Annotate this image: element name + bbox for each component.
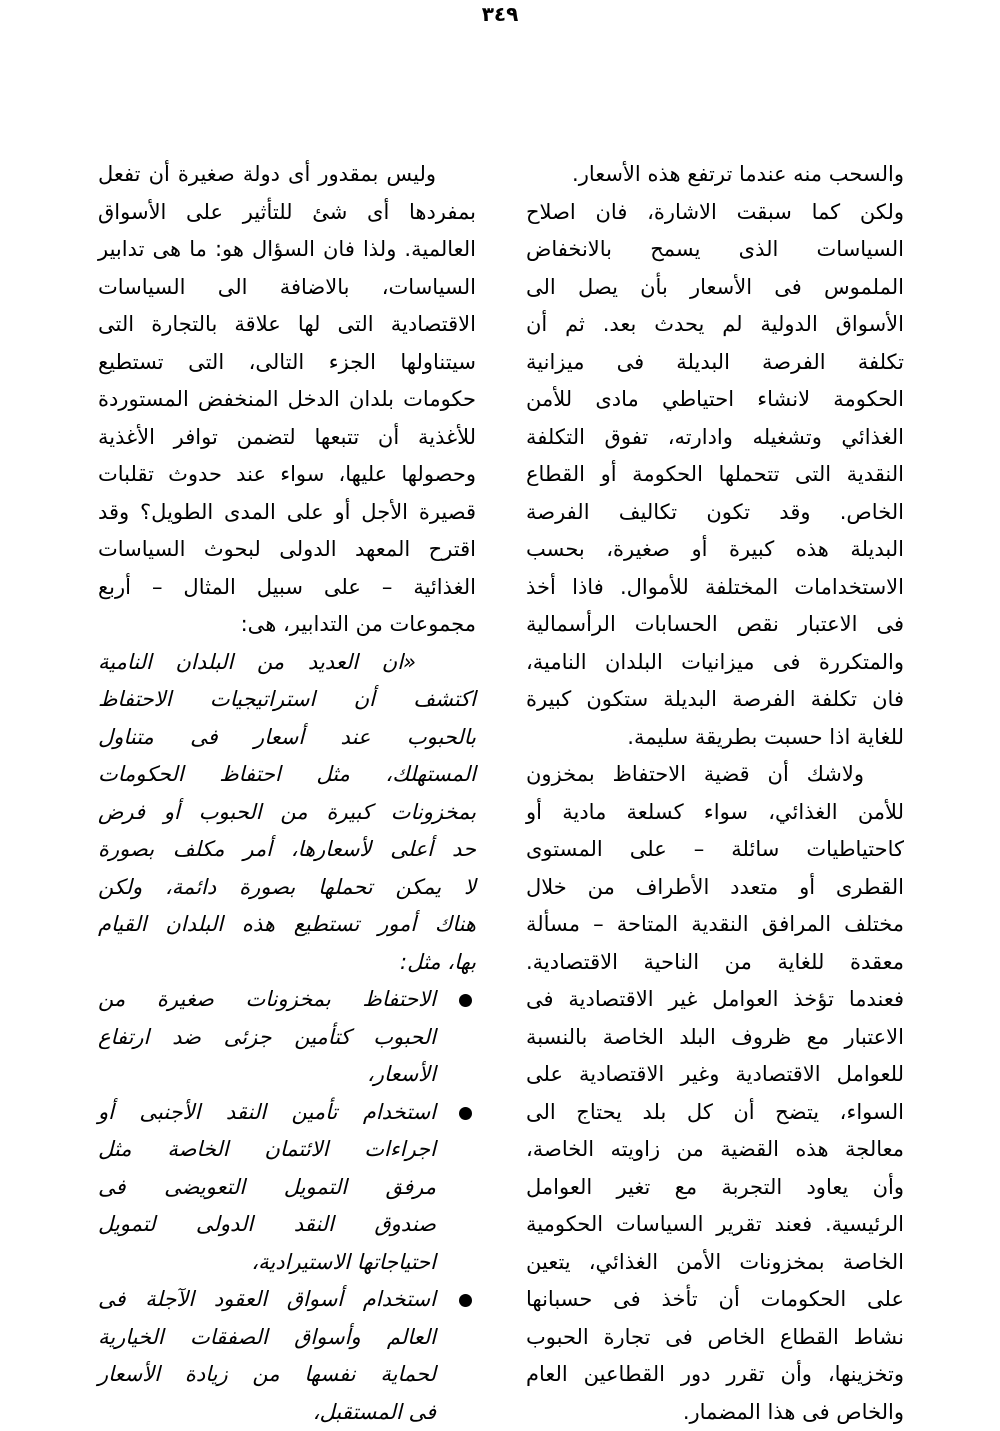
bullet-icon [459, 1294, 472, 1307]
paragraph-start-line: ولاشك أن قضية الاحتفاظ بمخزون [526, 756, 904, 794]
text-line: للغاية اذا حسبت بطريقة سليمة. [526, 719, 904, 757]
quote-line: لا يمكن تحملها بصورة دائمة، ولكن [98, 869, 476, 907]
bullet-line: استخدام أسواق العقود الآجلة فى [98, 1281, 436, 1319]
text-line: وتخزينها، وأن تقرر دور القطاعين العام [526, 1356, 904, 1394]
text-line: ولكن كما سبقت الاشارة، فان اصلاح [526, 194, 904, 232]
text-line: السياسات، بالاضافة الى السياسات [98, 269, 476, 307]
text-line: بمفردها أى شئ للتأثير على الأسواق [98, 194, 476, 232]
text-line: القطرى أو متعدد الأطراف من خلال [526, 869, 904, 907]
text-line: كاحتياطيات سائلة – على المستوى [526, 831, 904, 869]
text-line: قصيرة الأجل أو على المدى الطويل؟ وقد [98, 494, 476, 532]
bullet-line: مرفق التمويل التعويضى فى [98, 1169, 436, 1207]
text-line: للأمن الغذائي، سواء كسلعة مادية أو [526, 794, 904, 832]
text-line: فعندما تؤخذ العوامل غير الاقتصادية فى [526, 981, 904, 1019]
quote-line: «ان العديد من البلدان النامية [98, 644, 476, 682]
bullet-item [98, 981, 476, 1094]
text-line: السياسات الذى يسمح بالانخفاض [526, 231, 904, 269]
quote-line: بالحبوب عند أسعار فى متناول [98, 719, 476, 757]
bullet-line: الاحتفاظ بمخزونات صغيرة من [98, 981, 436, 1019]
bullet-line: الأسعار، [98, 1056, 436, 1094]
right-column [526, 156, 904, 1431]
bullet-icon [459, 994, 472, 1007]
text-line: الرئيسية. فعند تقرير السياسات الحكومية [526, 1206, 904, 1244]
text-line: للعوامل الاقتصادية وغير الاقتصادية على [526, 1056, 904, 1094]
text-line: حكومات بلدان الدخل المنخفض المستوردة [98, 381, 476, 419]
text-line: الخاص. وقد تكون تكاليف الفرصة [526, 494, 904, 532]
bullet-item [98, 1281, 476, 1431]
text-line: وأن يعاود التجربة مع تغير العوامل [526, 1169, 904, 1207]
text-line: الاقتصادية التى لها علاقة بالتجارة التى [98, 306, 476, 344]
quote-line: حد أعلى لأسعارها، أمر مكلف بصورة [98, 831, 476, 869]
text-line: الخاصة بمخزونات الأمن الغذائي، يتعين [526, 1244, 904, 1282]
text-line: والسحب منه عندما ترتفع هذه الأسعار. [526, 156, 904, 194]
quote-line: بها، مثل: [98, 944, 476, 982]
text-line: الاستخدامات المختلفة للأموال. فاذا أخذ [526, 569, 904, 607]
text-line: فان تكلفة الفرصة البديلة ستكون كبيرة [526, 681, 904, 719]
bullet-line: لحماية نفسها من زيادة الأسعار [98, 1356, 436, 1394]
quote-line: بمخزونات كبيرة من الحبوب أو فرض [98, 794, 476, 832]
bullet-line: استخدام تأمين النقد الأجنبى أو [98, 1094, 436, 1132]
bullet-line: صندوق النقد الدولى لتمويل [98, 1206, 436, 1244]
text-line: العالمية. ولذا فان السؤال هو: ما هى تدابير [98, 231, 476, 269]
text-line: معقدة للغاية من الناحية الاقتصادية. [526, 944, 904, 982]
text-line: الحكومة لانشاء احتياطي مادى للأمن [526, 381, 904, 419]
text-line: سيتناولها الجزء التالى، التى تستطيع [98, 344, 476, 382]
bullet-line: الحبوب كتأمين جزئى ضد ارتفاع [98, 1019, 436, 1057]
text-line: الغذائي وتشغيله وادارته، تفوق التكلفة [526, 419, 904, 457]
text-line: الأسواق الدولية لم يحدث بعد. ثم أن [526, 306, 904, 344]
text-line: والمتكررة فى ميزانيات البلدان النامية، [526, 644, 904, 682]
intro-paragraph [98, 156, 476, 644]
text-line: الغذائية – على سبيل المثال – أربع [98, 569, 476, 607]
paragraph-start-line: وليس بمقدور أى دولة صغيرة أن تفعل [98, 156, 476, 194]
quote-line: اكتشف أن استراتيجيات الاحتفاظ [98, 681, 476, 719]
bullet-icon [459, 1107, 472, 1120]
bullet-line: اجراءات الائتمان الخاصة مثل [98, 1131, 436, 1169]
text-line: مختلف المرافق النقدية المتاحة – مسألة [526, 906, 904, 944]
text-line: تكلفة الفرصة البديلة فى ميزانية [526, 344, 904, 382]
bullet-line: فى المستقبل، [98, 1394, 436, 1431]
text-line: السواء، يتضح أن كل بلد يحتاج الى [526, 1094, 904, 1132]
text-line: النقدية التى تتحملها الحكومة أو القطاع [526, 456, 904, 494]
text-line: الاعتبار مع ظروف البلد الخاصة بالنسبة [526, 1019, 904, 1057]
text-line: للأغذية أن تتبعها لتضمن توافر الأغذية [98, 419, 476, 457]
text-line: البديلة هذه كبيرة أو صغيرة، بحسب [526, 531, 904, 569]
bullet-line: العالم وأسواق الصفقات الخيارية [98, 1319, 436, 1357]
text-line: والخاص فى هذا المضمار. [526, 1394, 904, 1431]
block-quote [98, 644, 476, 982]
bullet-item [98, 1094, 476, 1282]
text-line: الملموس فى الأسعار بأن يصل الى [526, 269, 904, 307]
quote-line: هناك أمور تستطيع هذه البلدان القيام [98, 906, 476, 944]
text-line: نشاط القطاع الخاص فى تجارة الحبوب [526, 1319, 904, 1357]
left-column [98, 156, 476, 1431]
quote-line: المستهلك، مثل احتفاظ الحكومات [98, 756, 476, 794]
text-line: اقترح المعهد الدولى لبحوث السياسات [98, 531, 476, 569]
text-line: مجموعات من التدابير، هى: [98, 606, 476, 644]
page-number: ٣٤٩ [0, 2, 1000, 26]
text-line: فى الاعتبار نقص الحسابات الرأسمالية [526, 606, 904, 644]
bullet-line: احتياجاتها الاستيرادية، [98, 1244, 436, 1282]
text-line: وحصولها عليها، سواء عند حدوث تقلبات [98, 456, 476, 494]
text-line: على الحكومات أن تأخذ فى حسبانها [526, 1281, 904, 1319]
text-line: معالجة هذه القضية من زاويته الخاصة، [526, 1131, 904, 1169]
